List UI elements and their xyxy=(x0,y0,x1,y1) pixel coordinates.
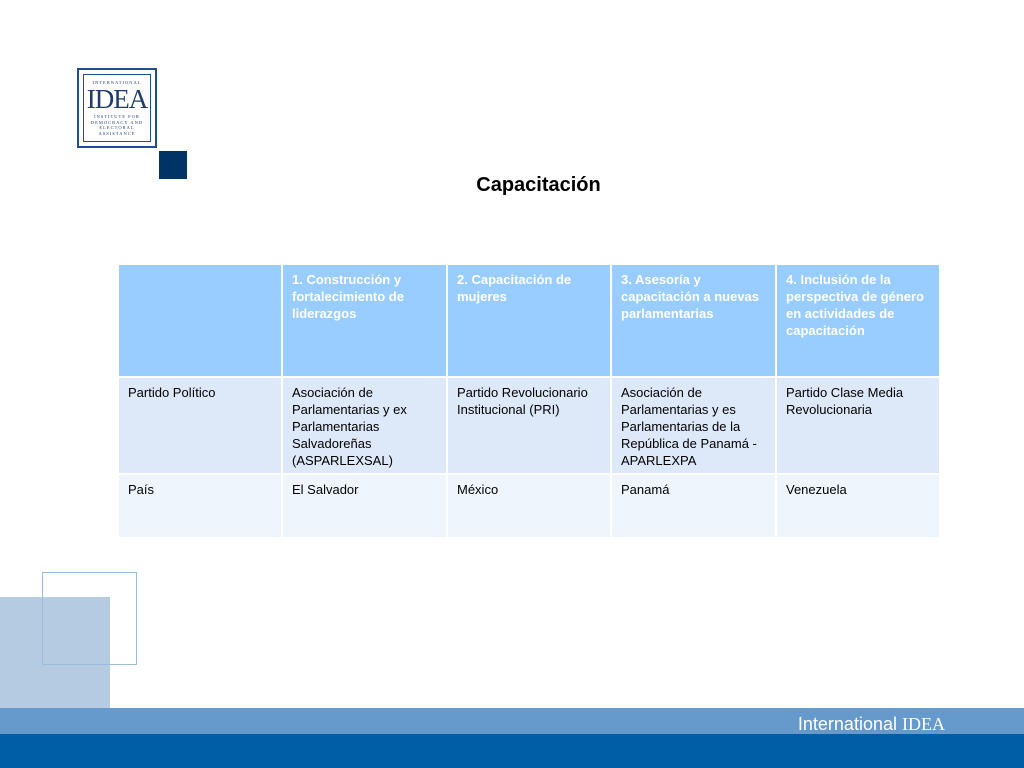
footer-brand xyxy=(798,713,945,735)
table-cell: México xyxy=(447,474,611,538)
footer-brand-text: International xyxy=(797,714,897,734)
table-row xyxy=(118,474,940,538)
row-label-party: Partido Político xyxy=(118,377,282,474)
footer-band-dark xyxy=(0,734,1024,768)
table-cell: Panamá xyxy=(611,474,776,538)
header-cell-empty xyxy=(118,264,282,377)
row-label-country: País xyxy=(118,474,282,538)
decorative-square-outline xyxy=(42,572,137,665)
table-cell: Asociación de Parlamentarias y es Parlamentarias de la República de Panamá - APARLEXPA xyxy=(611,377,776,474)
table-cell: Venezuela xyxy=(776,474,940,538)
slide-title: Capacitación xyxy=(476,174,601,196)
idea-logo xyxy=(77,68,157,148)
logo-top-text: INTERNATIONAL xyxy=(92,79,142,85)
table-cell: Partido Revolucionario Institucional (PRI) xyxy=(447,377,611,474)
logo-sub-line-3: ELECTORAL xyxy=(99,125,135,131)
table-row xyxy=(118,377,940,474)
logo-main-text: IDEA xyxy=(86,84,148,115)
table-cell: Partido Clase Media Revolucionaria xyxy=(776,377,940,474)
header-cell-advisory: 3. Asesoría y capacitación a nuevas parlamentarias xyxy=(611,264,776,377)
logo-sub-line-1: INSTITUTE FOR xyxy=(94,114,140,120)
logo-sub-line-4: ASSISTANCE xyxy=(98,130,136,136)
logo-sub-line-2: DEMOCRACY AND xyxy=(90,119,144,125)
footer-brand-idea: IDEA xyxy=(902,714,945,734)
header-cell-gender-perspective: 4. Inclusión de la perspectiva de género en actividades de capacitación xyxy=(776,264,940,377)
header-cell-leadership: 1. Construcción y fortalecimiento de liderazgos xyxy=(282,264,447,377)
header-cell-women-training: 2. Capacitación de mujeres xyxy=(447,264,611,377)
table-cell: Asociación de Parlamentarias y ex Parlamentarias Salvadoreñas (ASPARLEXSAL) xyxy=(282,377,447,474)
training-table xyxy=(117,263,941,539)
idea-logo-inner xyxy=(83,74,151,142)
table-cell: El Salvador xyxy=(282,474,447,538)
table-header-row xyxy=(118,264,940,377)
